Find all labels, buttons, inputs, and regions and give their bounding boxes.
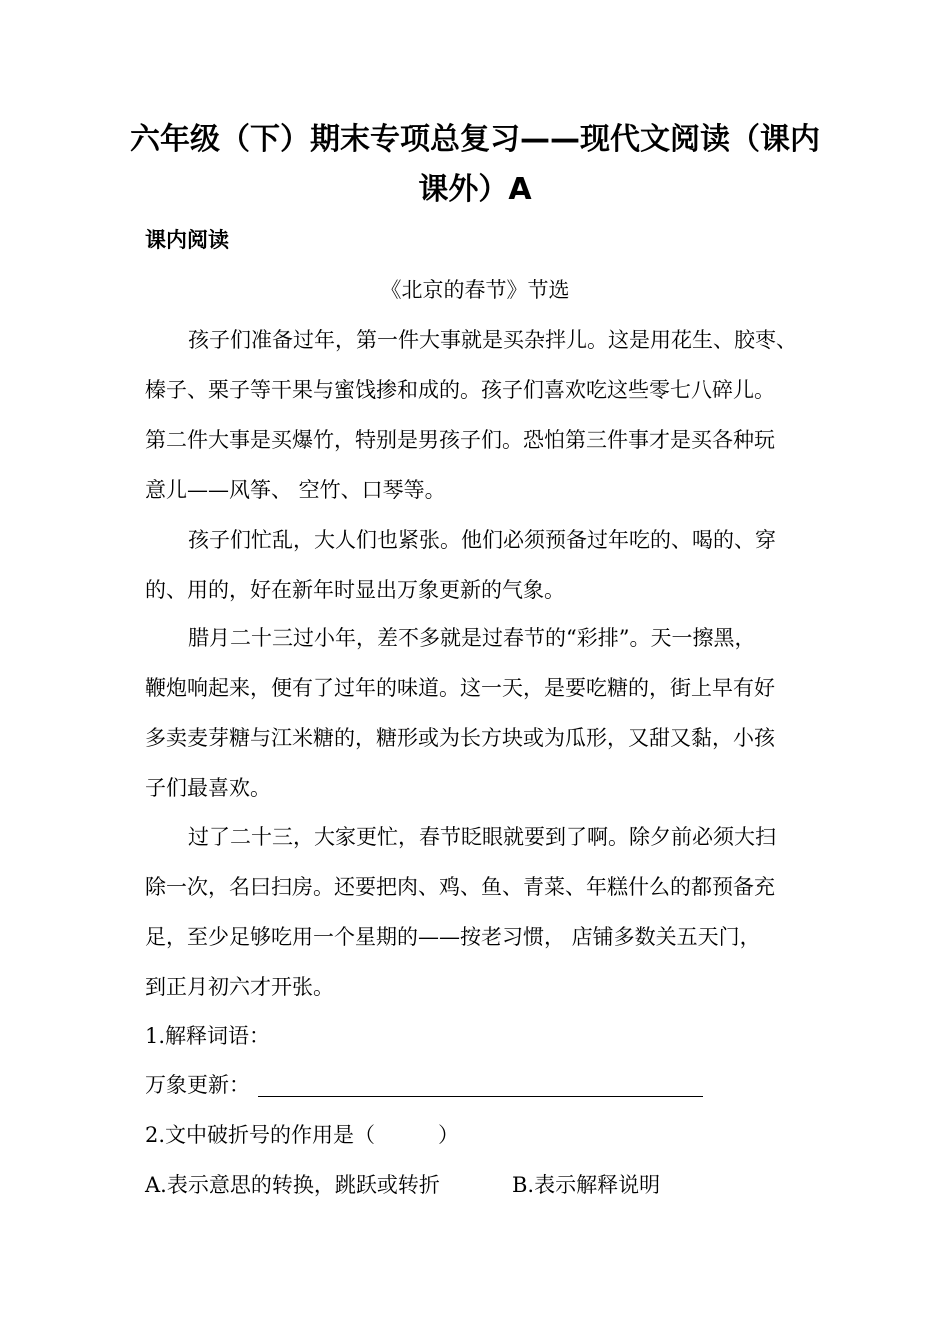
section-heading: 课内阅读 [145, 228, 229, 252]
passage-line: 第二件大事是买爆竹，特别是男孩子们。恐怕第三件事才是买各种玩 [145, 428, 775, 452]
question-2-option-a: A.表示意思的转换，跳跃或转折 [145, 1173, 440, 1197]
passage-line: 到正月初六才开张。 [145, 975, 334, 999]
question-2-label: 2.文中破折号的作用是（ ） [145, 1123, 460, 1147]
question-2-option-b: B.表示解释说明 [512, 1173, 661, 1197]
passage-line: 除一次，名曰扫房。还要把肉、鸡、鱼、青菜、年糕什么的都预备充 [145, 875, 775, 899]
passage-line: 腊月二十三过小年，差不多就是过春节的“彩排”。天一擦黑， [188, 626, 756, 650]
passage-line: 过了二十三，大家更忙，春节眨眼就要到了啊。除夕前必须大扫 [188, 825, 776, 849]
question-1-term: 万象更新： [145, 1073, 250, 1097]
passage-line: 子们最喜欢。 [145, 776, 271, 800]
page-title-line-2: 课外）A [418, 172, 532, 207]
passage-line: 孩子们准备过年，第一件大事就是买杂拌儿。这是用花生、胶枣、 [188, 328, 797, 352]
passage-line: 的、用的，好在新年时显出万象更新的气象。 [145, 578, 565, 602]
passage-heading: 《北京的春节》节选 [380, 278, 570, 302]
answer-blank-line[interactable] [258, 1096, 703, 1097]
passage-line: 榛子、栗子等干果与蜜饯掺和成的。孩子们喜欢吃这些零七八碎儿。 [145, 378, 775, 402]
passage-line: 意儿——风筝、 空竹、口琴等。 [145, 478, 446, 502]
passage-line: 多卖麦芽糖与江米糖的，糖形或为长方块或为瓜形，又甜又黏，小孩 [145, 726, 775, 750]
page-title-line-1: 六年级（下）期末专项总复习——现代文阅读（课内 [130, 122, 820, 157]
passage-line: 鞭炮响起来，便有了过年的味道。这一天，是要吃糖的，街上早有好 [145, 676, 775, 700]
passage-line: 孩子们忙乱，大人们也紧张。他们必须预备过年吃的、喝的、穿 [188, 528, 776, 552]
passage-line: 足，至少足够吃用一个星期的——按老习惯， 店铺多数关五天门， [145, 925, 761, 949]
question-1-label: 1.解释词语： [145, 1024, 271, 1048]
